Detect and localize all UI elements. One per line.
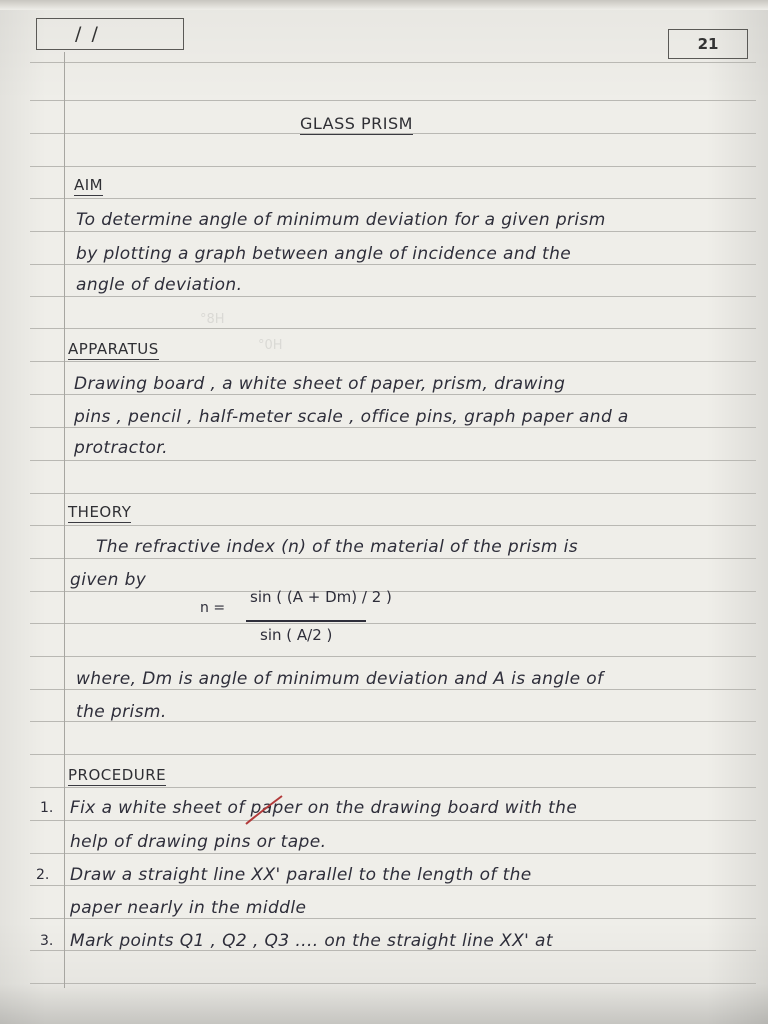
ruled-line bbox=[30, 918, 756, 919]
ruled-line bbox=[30, 328, 756, 329]
aim-line: To determine angle of minimum deviation for a given prism bbox=[76, 210, 606, 230]
page-number: 21 bbox=[668, 29, 748, 59]
date-box: / / bbox=[36, 18, 184, 50]
page-top-edge bbox=[0, 0, 768, 10]
step-number: 3. bbox=[40, 933, 54, 949]
ruled-line bbox=[30, 166, 756, 167]
ruled-line bbox=[30, 361, 756, 362]
ruled-line bbox=[30, 264, 756, 265]
ruled-line bbox=[30, 296, 756, 297]
ruled-line bbox=[30, 525, 756, 526]
apparatus-line: pins , pencil , half-meter scale , office pins, graph paper and a bbox=[74, 407, 629, 427]
procedure-line: Fix a white sheet of paper on the drawing board with the bbox=[70, 798, 578, 818]
red-tick-mark bbox=[244, 794, 284, 834]
procedure-line: paper nearly in the middle bbox=[70, 898, 307, 918]
apparatus-heading: APPARATUS bbox=[68, 340, 159, 358]
procedure-line: Mark points Q1 , Q2 , Q3 .... on the straight line XX' at bbox=[70, 931, 553, 951]
step-number: 1. bbox=[40, 800, 54, 816]
ruled-line bbox=[30, 460, 756, 461]
formula-lhs: n = bbox=[200, 600, 226, 616]
theory-line: The refractive index (n) of the material of the prism is bbox=[96, 537, 579, 557]
ruled-line bbox=[30, 754, 756, 755]
page-bottom-shadow bbox=[0, 984, 768, 1024]
formula-denominator: sin ( A/2 ) bbox=[260, 626, 333, 644]
apparatus-line: Drawing board , a white sheet of paper, prism, drawing bbox=[74, 374, 566, 394]
theory-after-line: where, Dm is angle of minimum deviation and A is angle of bbox=[76, 669, 604, 689]
fraction-bar bbox=[246, 620, 366, 622]
ruled-line bbox=[30, 427, 756, 428]
ruled-line bbox=[30, 394, 756, 395]
page-title: GLASS PRISM bbox=[300, 114, 413, 133]
ruled-line bbox=[30, 558, 756, 559]
show-through-mark: °0H bbox=[258, 338, 283, 353]
theory-line: given by bbox=[70, 570, 147, 590]
ruled-line bbox=[30, 853, 756, 854]
ruled-line bbox=[30, 689, 756, 690]
ruled-line bbox=[30, 62, 756, 63]
theory-heading: THEORY bbox=[68, 503, 132, 521]
procedure-heading: PROCEDURE bbox=[68, 766, 167, 784]
ruled-line bbox=[30, 787, 756, 788]
aim-line: angle of deviation. bbox=[76, 275, 243, 295]
ruled-line bbox=[30, 820, 756, 821]
ruled-line bbox=[30, 100, 756, 101]
aim-line: by plotting a graph between angle of incidence and the bbox=[76, 244, 572, 264]
formula-numerator: sin ( (A + Dm) / 2 ) bbox=[250, 588, 392, 606]
ruled-line bbox=[30, 656, 756, 657]
refractive-index-formula bbox=[200, 586, 400, 656]
theory-after-line: the prism. bbox=[76, 702, 167, 722]
margin-line bbox=[64, 52, 65, 988]
ruled-line bbox=[30, 885, 756, 886]
ruled-line bbox=[30, 231, 756, 232]
apparatus-line: protractor. bbox=[74, 438, 168, 458]
show-through-mark: °8H bbox=[200, 312, 225, 327]
step-number: 2. bbox=[36, 867, 50, 883]
ruled-line bbox=[30, 198, 756, 199]
procedure-line: Draw a straight line XX' parallel to the length of the bbox=[70, 865, 532, 885]
procedure-line: help of drawing pins or tape. bbox=[70, 832, 327, 852]
ruled-line bbox=[30, 493, 756, 494]
aim-heading: AIM bbox=[74, 176, 104, 194]
